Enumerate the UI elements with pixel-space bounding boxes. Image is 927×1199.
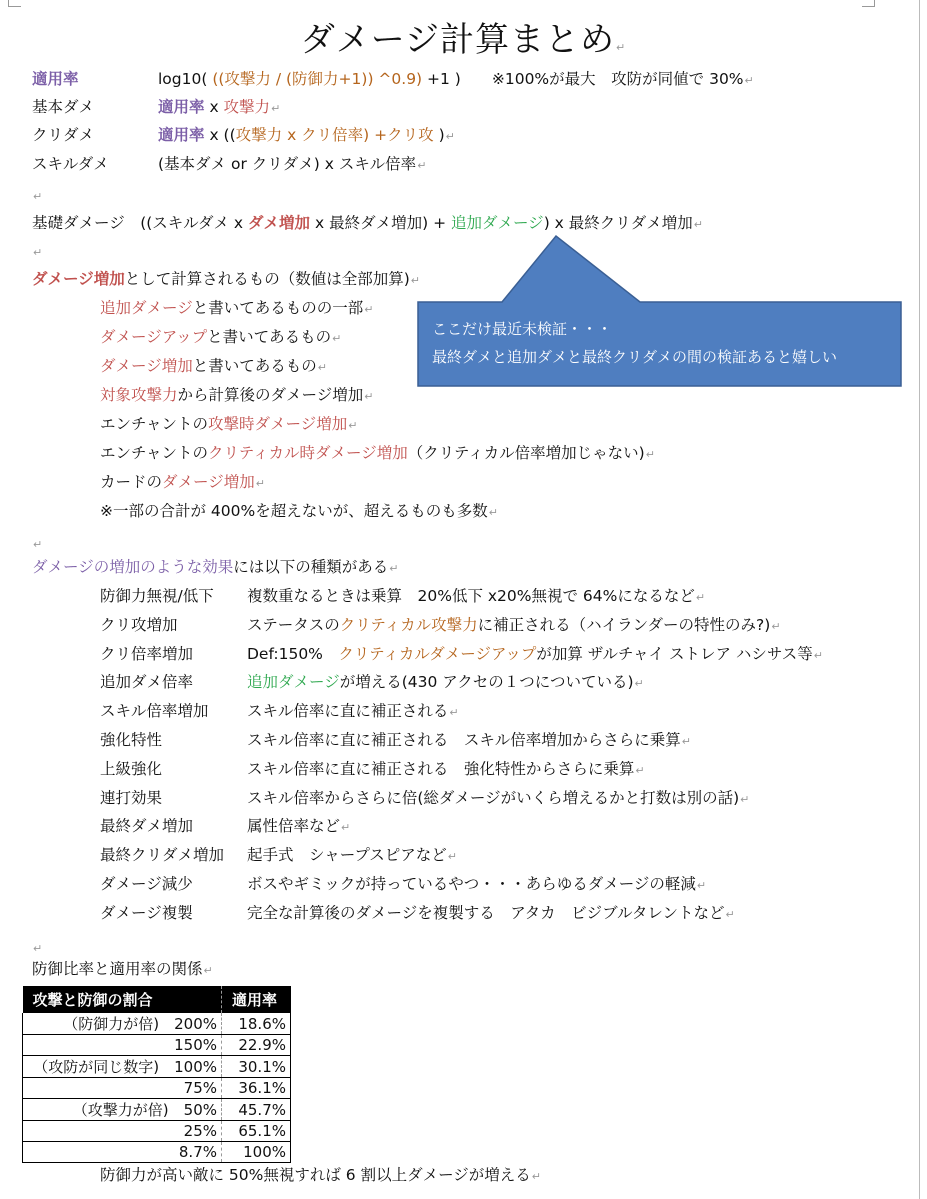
paragraph-mark: ↵ (449, 706, 459, 720)
ratio-cell: （攻防が同じ数字) 100% (23, 1056, 222, 1078)
paragraph-mark: ↵ (681, 735, 691, 748)
effect-description (247, 700, 459, 724)
formula-part: x (( (204, 126, 236, 144)
effect-name: 上級強化 (100, 759, 163, 778)
formula-part: 適用率 (158, 126, 205, 144)
item-part: ダメージ増加 (100, 357, 193, 375)
effect-description (247, 902, 735, 926)
formula-part: log10( (158, 70, 213, 88)
effect-desc-part: が加算 ザルチャイ ストレア ハシサス等 (536, 644, 813, 663)
ratio-table-row (23, 1013, 291, 1035)
effect-description (247, 815, 350, 839)
ratio-cell: 150% (23, 1035, 222, 1056)
ratio-cell: 75% (23, 1078, 222, 1099)
effect-desc-part: ステータスの (247, 615, 340, 634)
item-part: と書いてあるものの一部 (192, 299, 364, 317)
paragraph-mark: ↵ (725, 907, 735, 921)
paragraph-mark: ↵ (634, 677, 644, 691)
ratio-cell: （防御力が倍) 200% (23, 1013, 222, 1035)
damage-increase-item (100, 442, 655, 466)
damage-increase-item (100, 500, 498, 524)
formula-part: (基本ダメ or クリダメ) x スキル倍率 (158, 155, 417, 173)
heading-part: ダメージの増加のような効果 (32, 558, 234, 576)
page-title: ダメージ計算まとめ↵ (300, 20, 627, 60)
effect-description (247, 614, 781, 638)
paragraph-mark: ↵ (317, 361, 327, 374)
rate-cell: 18.6% (222, 1013, 291, 1035)
paragraph-mark: ↵ (813, 648, 824, 662)
item-part: カードの (100, 473, 163, 491)
paragraph-mark: ↵ (447, 850, 458, 864)
ratio-table (22, 986, 291, 1163)
formula-label-text: クリダメ (32, 126, 95, 144)
item-part: 追加ダメージ (100, 299, 193, 317)
effect-desc-part: 起手式 シャープスピアなど (247, 846, 447, 865)
ratio-table-header-rate: 適用率 (222, 986, 291, 1013)
effect-name: 追加ダメ倍率 (100, 673, 194, 692)
formula-label-text: 基本ダメ (32, 98, 95, 116)
paragraph-mark: ↵ (695, 591, 706, 604)
paragraph-mark: ↵ (410, 274, 420, 287)
base-damage-part: 基礎ダメージ ((スキルダメ x (32, 214, 249, 232)
damage-increase-heading (32, 268, 420, 292)
paragraph-mark: ↵ (744, 74, 754, 87)
paragraph-mark: ↵ (488, 506, 498, 519)
ratio-table-row (23, 1121, 291, 1142)
effect-desc-part: 完全な計算後のダメージを複製する アタカ ビジブルタレントなど (247, 903, 725, 922)
ratio-cell: （攻撃力が倍) 50% (23, 1099, 222, 1121)
item-part: （クリティカル倍率増加じゃない) (407, 444, 645, 462)
effect-description (247, 643, 823, 667)
heading-part: として計算されるもの（数値は全部加算) (124, 270, 410, 288)
effect-name: 最終クリダメ増加 (100, 846, 225, 865)
item-part: 対象攻撃力 (100, 386, 178, 404)
rate-cell: 36.1% (222, 1078, 291, 1099)
heading-part: には以下の種類がある (233, 558, 389, 576)
paragraph-mark: ↵ (645, 448, 655, 461)
effect-name: ダメージ減少 (100, 875, 193, 893)
base-damage-part: x 最終ダメ増加) + (310, 214, 451, 232)
ratio-table-row (23, 1142, 291, 1163)
formula-part: ((攻撃力 / (防御力+1)) ^0.9) (212, 70, 423, 88)
item-part: ダメージアップ (100, 328, 208, 346)
effect-desc-part: スキル倍率に直に補正される 強化特性からさらに乗算 (247, 759, 635, 778)
damage-increase-item (100, 326, 341, 350)
effect-description (247, 729, 691, 753)
callout-line-1: ここだけ最近未検証・・・ (432, 320, 613, 338)
item-part: ※一部の合計が 400%を超えないが、超えるものも多数 (100, 502, 488, 520)
paragraph-mark: ↵ (635, 763, 645, 777)
item-part: と書いてあるもの (192, 357, 317, 375)
effect-desc-part: Def:150% (247, 644, 339, 663)
paragraph-mark: ↵ (389, 562, 399, 575)
paragraph-mark: ↵ (255, 477, 265, 490)
effect-desc-part: クリティカル攻撃力 (339, 615, 478, 634)
item-part: エンチャントの (100, 444, 209, 462)
paragraph-mark: ↵ (341, 821, 351, 835)
paragraph-mark: ↵ (771, 619, 781, 633)
rate-cell: 45.7% (222, 1099, 291, 1121)
ratio-section-title: 防御比率と適用率の関係↵ (32, 960, 213, 978)
paragraph-mark: ↵ (364, 390, 374, 403)
base-damage-part: 追加ダメージ (450, 214, 544, 232)
empty-paragraph: ↵ (33, 538, 43, 551)
formula-part: 適用率 (158, 98, 205, 116)
effect-name: 最終ダメ増加 (100, 817, 194, 836)
heading-part: ダメージ増加 (32, 270, 125, 288)
paragraph-mark: ↵ (445, 130, 455, 143)
effect-desc-part: が増える(430 アクセの１つについている) (339, 673, 634, 692)
effect-desc-part: に補正される（ハイランダーの特性のみ?) (477, 615, 771, 634)
item-part: ダメージ増加 (162, 473, 255, 491)
paragraph-mark: ↵ (332, 332, 342, 345)
formula-label-text: 適用率 (32, 70, 79, 88)
effect-desc-part: 属性倍率など (247, 817, 341, 836)
empty-paragraph: ↵ (33, 190, 43, 203)
effect-description (247, 787, 749, 811)
formula-part: x (204, 98, 224, 116)
effect-description (247, 844, 457, 868)
paragraph-mark: ↵ (693, 218, 703, 231)
callout-line-2: 最終ダメと追加ダメと最終クリダメの間の検証あると嬉しい (432, 348, 838, 366)
effects-heading (32, 556, 398, 580)
effect-desc-part: ボスやギミックが持っているやつ・・・あらゆるダメージの軽減 (247, 875, 696, 893)
item-part: 攻撃時ダメージ増加 (208, 415, 348, 433)
effect-name: ダメージ複製 (100, 903, 193, 922)
item-part: エンチャントの (100, 415, 209, 433)
paragraph-mark: ↵ (417, 159, 427, 172)
formula-part: ) (433, 126, 445, 144)
effect-description (247, 758, 645, 782)
ratio-table-row (23, 1035, 291, 1056)
rate-cell: 30.1% (222, 1056, 291, 1078)
formula-part: 攻撃力 x クリ倍率) +クリ攻 (235, 126, 434, 144)
effect-name: 防御力無視/低下 (100, 587, 214, 605)
paragraph-mark: ↵ (348, 419, 358, 432)
effect-description (247, 873, 706, 897)
effect-name: 連打効果 (100, 788, 163, 807)
ratio-table-header-ratio: 攻撃と防御の割合 (23, 986, 222, 1013)
item-part: クリティカル時ダメージ増加 (208, 444, 408, 462)
paragraph-mark: ↵ (364, 303, 374, 316)
effect-name: スキル倍率増加 (100, 702, 209, 721)
ratio-cell: 8.7% (23, 1142, 222, 1163)
effect-desc-part: スキル倍率に直に補正される スキル倍率増加からさらに乗算 (247, 731, 681, 749)
effect-description (247, 671, 644, 695)
damage-increase-item (100, 413, 357, 437)
base-damage-part: ) x 最終クリダメ増加 (543, 214, 693, 232)
damage-increase-item (100, 384, 373, 408)
effect-name: 強化特性 (100, 731, 163, 749)
empty-paragraph: ↵ (33, 942, 43, 955)
paragraph-mark: ↵ (740, 792, 750, 806)
rate-cell: 22.9% (222, 1035, 291, 1056)
item-part: と書いてあるもの (207, 328, 332, 346)
effect-desc-part: クリティカルダメージアップ (338, 644, 537, 663)
effect-name: クリ倍率増加 (100, 644, 194, 663)
paragraph-mark: ↵ (696, 879, 707, 892)
ratio-table-row (23, 1056, 291, 1078)
effect-name: クリ攻増加 (100, 615, 178, 634)
damage-increase-item (100, 471, 265, 495)
paragraph-mark: ↵ (271, 102, 281, 115)
ratio-table-row (23, 1078, 291, 1099)
formula-part: 攻撃力 (223, 98, 271, 116)
effect-desc-part: 追加ダメージ (247, 673, 340, 692)
empty-paragraph: ↵ (33, 246, 43, 259)
effect-description (247, 585, 705, 609)
effect-desc-part: スキル倍率からさらに倍(総ダメージがいくら増えるかと打数は別の話) (247, 788, 740, 807)
rate-cell: 100% (222, 1142, 291, 1163)
formula-label-text: スキルダメ (32, 155, 109, 173)
effect-desc-part: 複数重なるときは乗算 20%低下 x20%無視で 64%になるなど (247, 587, 695, 605)
item-part: から計算後のダメージ増加 (177, 386, 364, 404)
ratio-cell: 25% (23, 1121, 222, 1142)
formula-part: +1 ) (422, 70, 461, 88)
ratio-table-row (23, 1099, 291, 1121)
damage-increase-item (100, 355, 327, 379)
base-damage-part: ダメ増加 (248, 214, 311, 232)
rate-cell: 65.1% (222, 1121, 291, 1142)
formula-part: ※100%が最大 攻防が同値で 30% (460, 70, 744, 88)
ratio-footer-note: 防御力が高い敵に 50%無視すれば 6 割以上ダメージが増える↵ (100, 1166, 542, 1184)
effect-desc-part: スキル倍率に直に補正される (247, 702, 449, 721)
damage-increase-item (100, 297, 373, 321)
